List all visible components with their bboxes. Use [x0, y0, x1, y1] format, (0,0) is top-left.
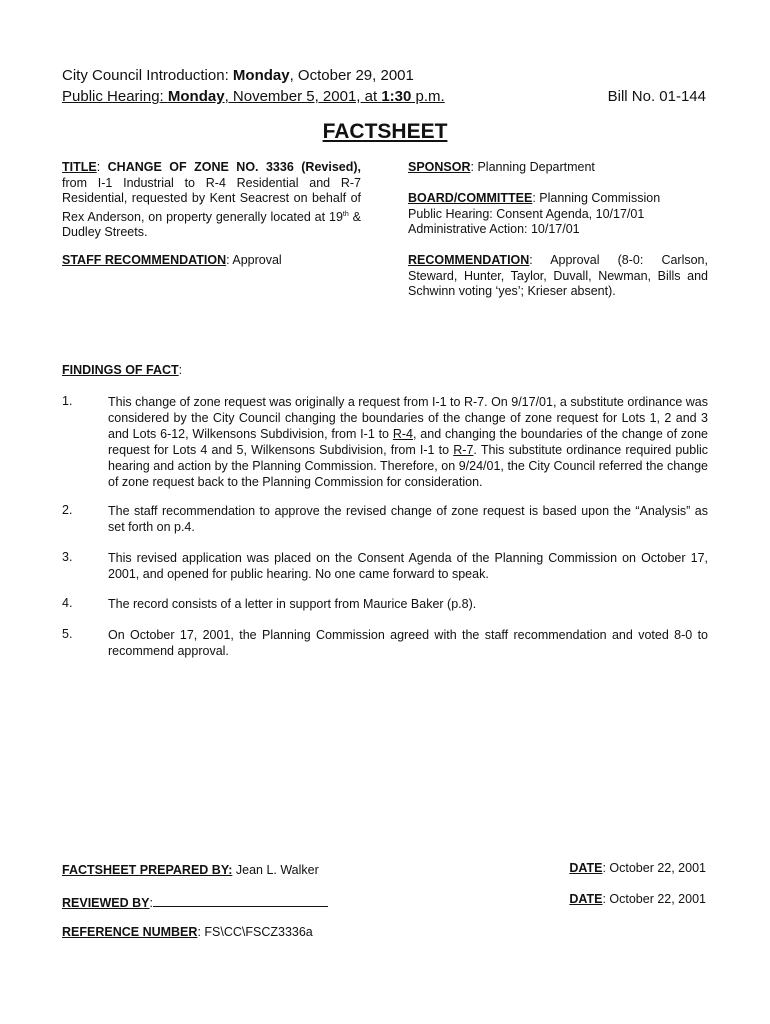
- title-block: TITLE: CHANGE OF ZONE NO. 3336 (Revised), from I-1 Industrial to R-4 Residential and R-7 Residential, requested by Kent Seacrest on behalf of Rex Anderson, on property generally located at 19th & Dudley Streets.: [62, 160, 361, 240]
- finding-item: 3. This revised application was placed on the Consent Agenda of the Planning Commission on October 17, 2001, and opened for public hearing. No one came forward to speak.: [62, 550, 708, 581]
- council-introduction-line: City Council Introduction: Monday, October 29, 2001: [62, 67, 414, 84]
- reviewed-by: REVIEWED BY:: [62, 894, 328, 912]
- title-label: TITLE: [62, 160, 97, 174]
- recommendation: RECOMMENDATION: Approval (8-0: Carlson, Steward, Hunter, Taylor, Duvall, Newman, Bills and Schwinn voting ‘yes’; Krieser absent).: [408, 253, 708, 298]
- reference-number: REFERENCE NUMBER: FS\CC\FSCZ3336a: [62, 925, 313, 939]
- prepared-date: DATE: October 22, 2001: [569, 861, 706, 875]
- finding-item: 2. The staff recommendation to approve the revised change of zone request is based upon the “Analysis” as set forth on p.4.: [62, 503, 708, 534]
- sponsor: SPONSOR: Planning Department: [408, 160, 595, 174]
- reviewed-date: DATE: October 22, 2001: [569, 892, 706, 906]
- public-hearing-line: Public Hearing: Monday, November 5, 2001, at 1:30 p.m.: [62, 88, 445, 105]
- findings-heading: FINDINGS OF FACT:: [62, 363, 183, 377]
- finding-item: 5. On October 17, 2001, the Planning Commission agreed with the staff recommendation and voted 8-0 to recommend approval.: [62, 627, 708, 658]
- staff-recommendation: STAFF RECOMMENDATION: Approval: [62, 253, 282, 267]
- finding-item: 1. This change of zone request was originally a request from I-1 to R-7. On 9/17/01, a substitute ordinance was considered by the City Council changing the boundaries of the change of zone request for Lots 1, 2 and 3 and Lots 6-12, Wilkensons Subdivision, from I-1 to R-4, and changing the boundaries of the change of zone request for Lots 4 and 5, Wilkensons Subdivision, from I-1 to R-7. This substitute ordinance required public hearing and action by the Planning Commission. Therefore, on 9/24/01, the City Council referred the change of zone request back to the Planning Commission for consideration.: [62, 394, 709, 489]
- finding-item: 4. The record consists of a letter in support from Maurice Baker (p.8).: [62, 596, 477, 611]
- title-change-of-zone: CHANGE OF ZONE NO. 3336 (Revised),: [107, 160, 361, 174]
- document-title: FACTSHEET: [322, 120, 448, 143]
- prepared-by: FACTSHEET PREPARED BY: Jean L. Walker: [62, 863, 319, 877]
- reviewer-signature-line: [153, 894, 328, 907]
- board-committee: BOARD/COMMITTEE: Planning Commission Public Hearing: Consent Agenda, 10/17/01 Administrative Action: 10/17/01: [408, 191, 661, 236]
- bill-number: Bill No. 01-144: [607, 88, 706, 105]
